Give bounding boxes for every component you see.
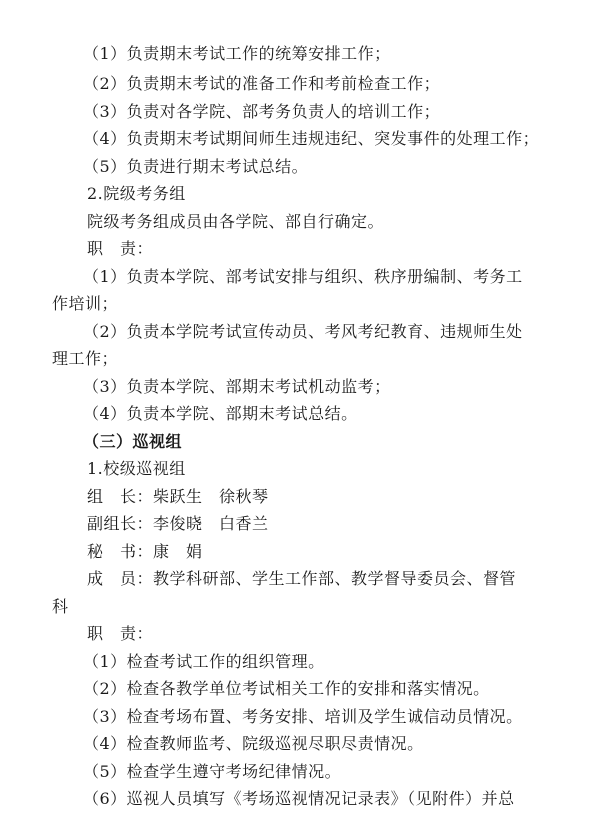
duty-item-1: （1）负责期末考试工作的统筹安排工作； xyxy=(83,44,391,63)
duty-item-3: （3）负责对各学院、部考务负责人的培训工作； xyxy=(83,102,441,121)
inspection-duty-item-5: （5）检查学生遵守考场纪律情况。 xyxy=(83,762,342,781)
section-heading-inspection-group: （三）巡视组 xyxy=(83,432,183,451)
duties-label-inspection: 职 责： xyxy=(87,624,154,643)
college-duty-item-2-cont: 理工作； xyxy=(52,349,119,368)
section-heading-college-exam-group: 2.院级考务组 xyxy=(87,184,186,203)
duties-label: 职 责： xyxy=(87,239,154,258)
duty-item-5: （5）负责进行期末考试总结。 xyxy=(83,157,309,176)
subsection-heading-school-inspection: 1.校级巡视组 xyxy=(87,459,186,478)
inspection-duty-item-3: （3）检查考场布置、考务安排、培训及学生诚信动员情况。 xyxy=(83,707,523,726)
secretary: 秘 书：康 娟 xyxy=(87,542,203,561)
college-duty-item-3: （3）负责本学院、部期末考试机动监考； xyxy=(83,377,391,396)
duty-item-4: （4）负责期末考试期间师生违规违纪、突发事件的处理工作； xyxy=(83,129,540,148)
paragraph-college-exam-members: 院级考务组成员由各学院、部自行确定。 xyxy=(87,212,385,231)
group-leader: 组 长：柴跃生 徐秋琴 xyxy=(87,487,269,506)
members-cont: 科 xyxy=(52,597,69,616)
college-duty-item-1: （1）负责本学院、部考试安排与组织、秩序册编制、考务工 xyxy=(83,267,523,286)
inspection-duty-item-1: （1）检查考试工作的组织管理。 xyxy=(83,652,325,671)
inspection-duty-item-6: （6）巡视人员填写《考场巡视情况记录表》（见附件）并总 xyxy=(83,789,515,808)
deputy-group-leader: 副组长：李俊晓 白香兰 xyxy=(87,514,269,533)
inspection-duty-item-4: （4）检查教师监考、院级巡视尽职尽责情况。 xyxy=(83,734,424,753)
college-duty-item-1-cont: 作培训； xyxy=(52,294,119,313)
college-duty-item-4: （4）负责本学院、部期末考试总结。 xyxy=(83,404,358,423)
college-duty-item-2: （2）负责本学院考试宣传动员、考风考纪教育、违规师生处 xyxy=(83,322,523,341)
inspection-duty-item-2: （2）检查各教学单位考试相关工作的安排和落实情况。 xyxy=(83,679,490,698)
members: 成 员：教学科研部、学生工作部、教学督导委员会、督管 xyxy=(87,569,517,588)
duty-item-2: （2）负责期末考试的准备工作和考前检查工作； xyxy=(83,74,441,93)
